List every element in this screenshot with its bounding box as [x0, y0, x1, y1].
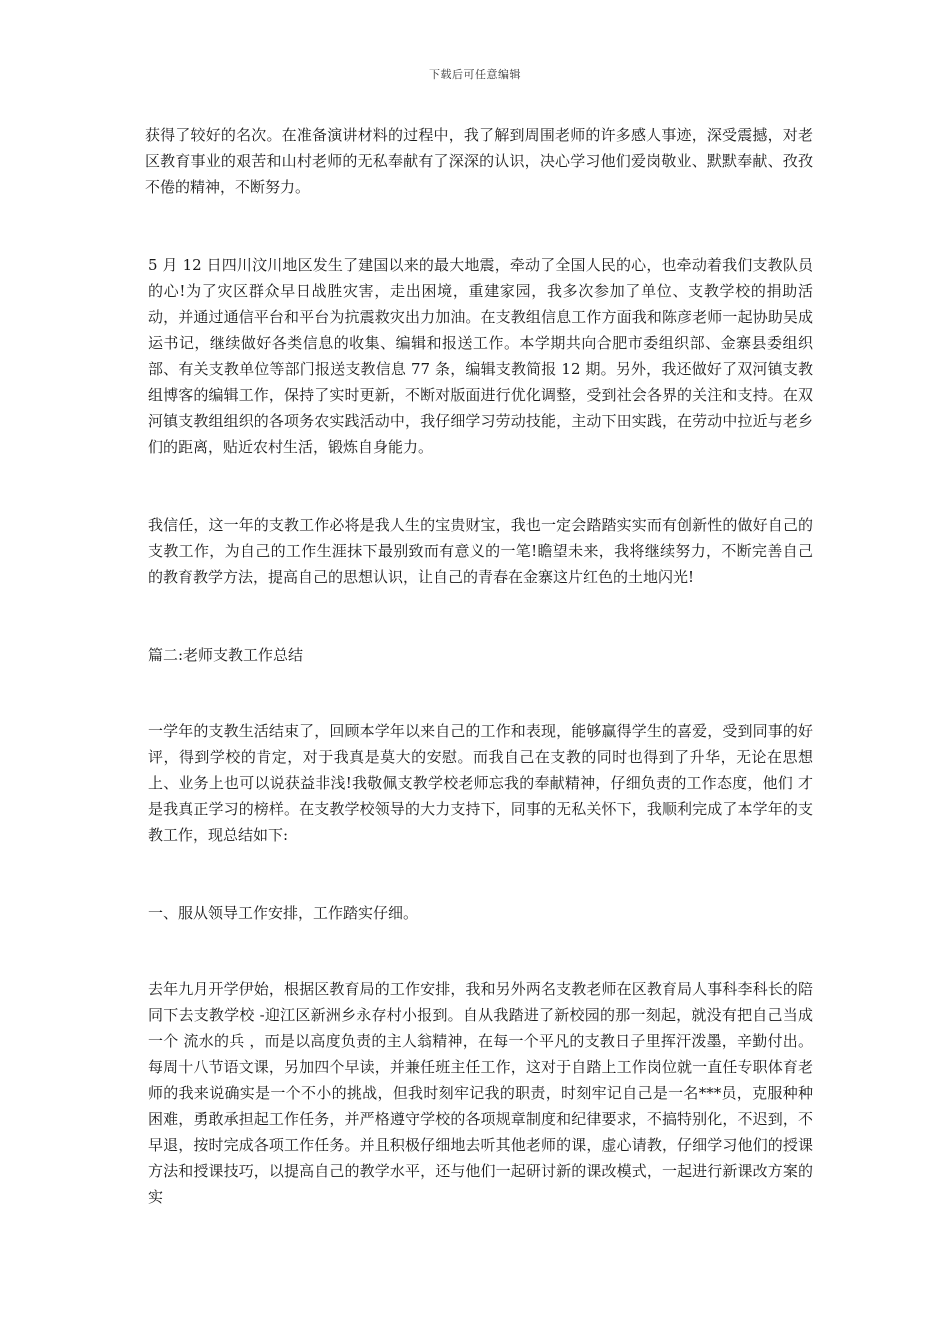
paragraph-spacer [145, 926, 813, 976]
paragraph-4: 一学年的支教生活结束了，回顾本学年以来自己的工作和表现，能够赢得学生的喜爱，受到同事的好评，得到学校的肯定，对于我真是莫大的安慰。而我自己在支教的同时也得到了升华，无论在思想上、业务上也可以说获益非浅!我敬佩支教学校老师忘我的奉献精神，仔细负责的工作态度，他们 才是我真正学习的榜样。在支教学校领导的大力支持下，同事的无私关怀下，我顺利完成了本学年的支教工作，现总结如下: [148, 722, 813, 844]
paragraph-2: 5 月 12 日四川汶川地区发生了建国以来的最大地震，牵动了全国人民的心，也牵动着我们支教队员的心!为了灾区群众早日战胜灾害，走出困境，重建家园，我多次参加了单位、支教学校的捐助活动，并通过通信平台和平台为抗震救灾出力加油。在支教组信息工作方面我和陈彦老师一起协助吴成运书记，继续做好各类信息的收集、编辑和报送工作。本学期共向合肥市委组织部、金寨县委组织部、有关支教单位等部门报送支教信息 77 条，编辑支教简报 12 期。另外，我还做好了双河镇支教组博客的编辑工作，保持了实时更新，不断对版面进行优化调整，受到社会各界的关注和支持。在双河镇支教组组织的各项务农实践活动中，我仔细学习劳动技能，主动下田实践，在劳动中拉近与老乡们的距离，贴近农村生活，锻炼自身能力。 [148, 256, 813, 456]
paragraph-3: 我信任，这一年的支教工作必将是我人生的宝贵财宝，我也一定会踏踏实实而有创新性的做好自己的支教工作，为自己的工作生涯抹下最别致而有意义的一笔!瞻望未来，我将继续努力，不断完善自己的教育教学方法，提高自己的思想认识，让自己的青春在金寨这片红色的土地闪光! [148, 516, 813, 586]
paragraph-spacer [145, 200, 813, 252]
paragraph-spacer [145, 590, 813, 642]
document-body [145, 122, 813, 1210]
page-header-note: 下载后可任意编辑 [429, 68, 521, 81]
paragraph-spacer [145, 848, 813, 900]
section-heading-one: 一、服从领导工作安排，工作踏实仔细。 [148, 904, 419, 922]
paragraph-1: 获得了较好的名次。在准备演讲材料的过程中，我了解到周围老师的许多感人事迹，深受震撼，对老区教育事业的艰苦和山村老师的无私奉献有了深深的认识，决心学习他们爱岗敬业、默默奉献、孜孜不倦的精神，不断努力。 [145, 126, 813, 196]
section-heading-part-two: 篇二:老师支教工作总结 [148, 646, 304, 664]
paragraph-spacer [145, 460, 813, 512]
paragraph-5: 去年九月开学伊始，根据区教育局的工作安排，我和另外两名支教老师在区教育局人事科李科长的陪同下去支教学校 -迎江区新洲乡永存村小报到。自从我踏进了新校园的那一刻起，就没有把自己当成一个 流水的兵 ，而是以高度负责的主人翁精神，在每一个平凡的支教日子里挥汗泼墨，辛勤付出。每周十八节语文课，另加四个早读，并兼任班主任工作，这对于自踏上工作岗位就一直任专职体育老师的我来说确实是一个不小的挑战，但我时刻牢记我的职责，时刻牢记自己是一名***员，克服种种困难，勇敢承担起工作任务，并严格遵守学校的各项规章制度和纪律要求，不搞特别化，不迟到，不早退，按时完成各项工作任务。并且积极仔细地去听其他老师的课，虚心请教，仔细学习他们的授课方法和授课技巧，以提高自己的教学水平，还与他们一起研讨新的课改模式，一起进行新课改方案的实 [148, 980, 813, 1206]
paragraph-spacer [145, 668, 813, 718]
